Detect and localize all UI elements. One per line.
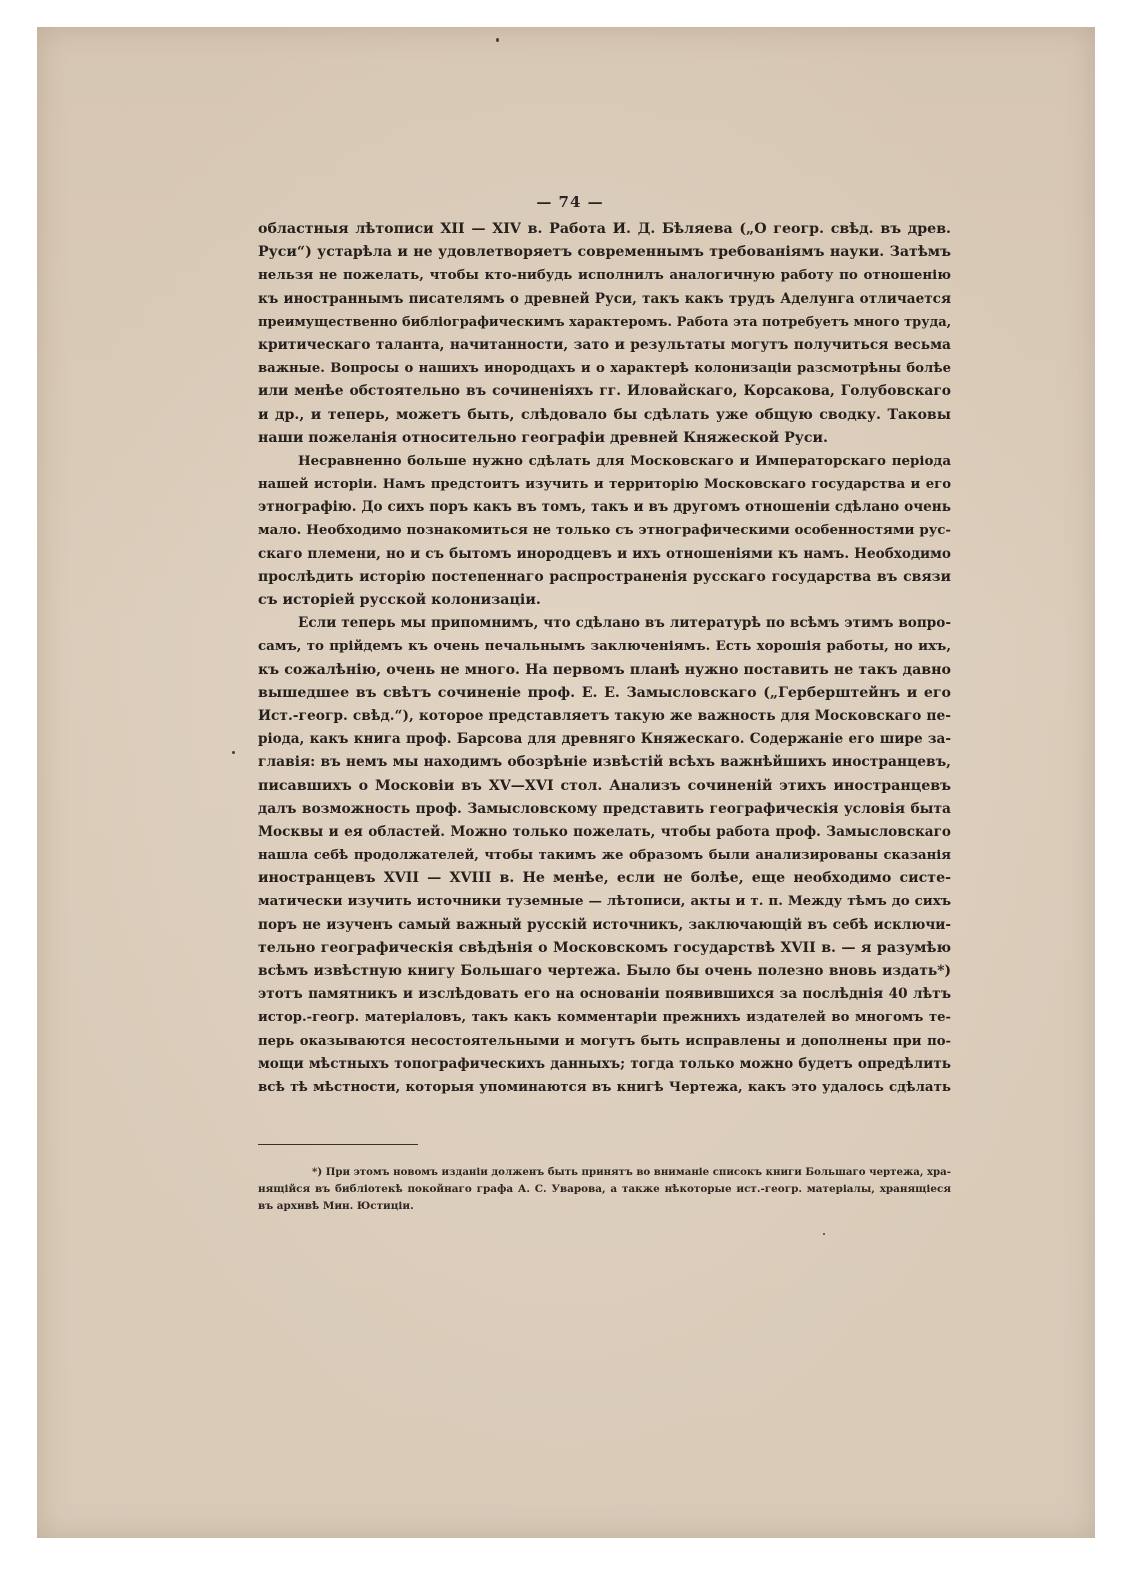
footnote-line: въ архивѣ Мин. Юстиціи. bbox=[258, 1200, 414, 1212]
text-line: къ сожалѣнію, очень не много. На первомъ планѣ нужно поставить не такъ давно bbox=[258, 661, 951, 678]
text-line: критическаго таланта, начитанности, зато и результаты могутъ получиться весьма bbox=[258, 336, 951, 353]
footnote-divider bbox=[258, 1144, 418, 1145]
text-line: важные. Вопросы о нашихъ инородцахъ и о характерѣ колонизаціи разсмотрѣны болѣе bbox=[258, 361, 951, 377]
text-line: нашей исторіи. Намъ предстоитъ изучить и территорію Московскаго государства и его bbox=[258, 477, 951, 493]
text-line: всѣ тѣ мѣстности, которыя упоминаются въ книгѣ Чертежа, какъ это удалось сдѣлать bbox=[258, 1078, 951, 1095]
text-line: тельно географическія свѣдѣнія о Московскомъ государствѣ XVII в. — я разумѣю bbox=[258, 939, 951, 956]
text-line: иностранцевъ XVII — XVIII в. Не менѣе, если не болѣе, еще необходимо систе- bbox=[258, 870, 951, 887]
text-line: областныя лѣтописи XII — XIV в. Работа И. Д. Бѣляева („О геогр. свѣд. въ древ. bbox=[258, 221, 951, 237]
text-line: скаго племени, но и съ бытомъ инородцевъ и ихъ отношеніями къ намъ. Необходимо bbox=[258, 545, 951, 562]
page-number: — 74 — bbox=[536, 193, 604, 211]
text-line: Несравненно больше нужно сдѣлать для Московскаго и Императорскаго періода bbox=[298, 452, 951, 469]
text-line: Ист.-геогр. свѣд.“), которое представляетъ такую же важность для Московскаго пе- bbox=[258, 707, 951, 724]
text-line: этнографію. До сихъ поръ какъ въ томъ, такъ и въ другомъ отношеніи сдѣлано очень bbox=[258, 499, 951, 516]
text-line: нельзя не пожелать, чтобы кто-нибудь исполнилъ аналогичную работу по отношенію bbox=[258, 267, 951, 284]
text-line: или менѣе обстоятельно въ сочиненіяхъ гг. Иловайскаго, Корсакова, Голубовскаго bbox=[258, 383, 951, 400]
text-line: всѣмъ извѣстную книгу Большаго чертежа. Было бы очень полезно вновь издать*) bbox=[258, 963, 951, 979]
text-line: самъ, то прійдемъ къ очень печальнымъ заключеніямъ. Есть хорошія работы, но ихъ, bbox=[258, 638, 951, 655]
text-line: съ исторіей русской колонизаціи. bbox=[258, 592, 541, 608]
text-line: наши пожеланія относительно географіи древней Княжеской Руси. bbox=[258, 429, 828, 446]
text-line: мало. Необходимо познакомиться не только съ этнографическими особенностями рус- bbox=[258, 522, 951, 539]
text-line: перь оказываются несостоятельными и могутъ быть исправлены и дополнены при по- bbox=[258, 1033, 951, 1049]
text-line: ріода, какъ книга проф. Барсова для древняго Княжескаго. Содержаніе его шире за- bbox=[258, 731, 951, 748]
text-line: Руси“) устарѣла и не удовлетворяетъ современнымъ требованіямъ науки. Затѣмъ bbox=[258, 244, 951, 261]
body-text bbox=[258, 218, 951, 1099]
text-line: вышедшее въ свѣтъ сочиненіе проф. Е. Е. Замысловскаго („Герберштейнъ и его bbox=[258, 684, 951, 701]
text-line: писавшихъ о Московіи въ XV—XVI стол. Анализъ сочиненій этихъ иностранцевъ bbox=[258, 777, 951, 794]
text-line: прослѣдить исторію постепеннаго распространенія русскаго государства въ связи bbox=[258, 568, 951, 585]
text-line: главія: въ немъ мы находимъ обозрѣніе извѣстій всѣхъ важнѣйшихъ иностранцевъ, bbox=[258, 754, 951, 771]
footnote-line: нящійся въ библіотекѣ покойнаго графа А. С. Уварова, а также нѣкоторые ист.-геогр. матеріалы, хранящіеся bbox=[258, 1183, 951, 1195]
text-line: и др., и теперь, можетъ быть, слѣдовало бы сдѣлать уже общую сводку. Таковы bbox=[258, 406, 951, 423]
scan-speck bbox=[823, 1233, 825, 1235]
text-line: далъ возможность проф. Замысловскому представить географическія условія быта bbox=[258, 800, 951, 817]
text-line: Москвы и ея областей. Можно только пожелать, чтобы работа проф. Замысловскаго bbox=[258, 823, 951, 840]
text-line: поръ не изученъ самый важный русскій источникъ, заключающій въ себѣ исключи- bbox=[258, 916, 951, 933]
text-line: преимущественно библіографическимъ характеромъ. Работа эта потребуетъ много труда, bbox=[258, 314, 952, 330]
text-line: матически изучить источники туземные — лѣтописи, акты и т. п. Между тѣмъ до сихъ bbox=[258, 893, 951, 910]
text-line: истор.-геогр. матеріаловъ, такъ какъ комментаріи прежнихъ издателей во многомъ те- bbox=[258, 1010, 951, 1026]
text-line: нашла себѣ продолжателей, чтобы такимъ же образомъ были анализированы сказанія bbox=[258, 848, 951, 864]
scan-speck bbox=[232, 751, 235, 754]
scan-speck bbox=[496, 38, 499, 42]
text-line: этотъ памятникъ и изслѣдовать его на основаніи появившихся за послѣднія 40 лѣтъ bbox=[258, 986, 951, 1003]
text-line: мощи мѣстныхъ топографическихъ данныхъ; тогда только можно будетъ опредѣлить bbox=[258, 1055, 951, 1072]
footnote-line: *) При этомъ новомъ изданіи долженъ быть принятъ во вниманіе списокъ книги Большаго чертежа, хра- bbox=[312, 1166, 951, 1178]
footnote bbox=[258, 1164, 951, 1215]
text-line: къ иностраннымъ писателямъ о древней Руси, такъ какъ трудъ Аделунга отличается bbox=[258, 290, 951, 307]
text-line: Если теперь мы припомнимъ, что сдѣлано въ литературѣ по всѣмъ этимъ вопро- bbox=[298, 615, 951, 632]
